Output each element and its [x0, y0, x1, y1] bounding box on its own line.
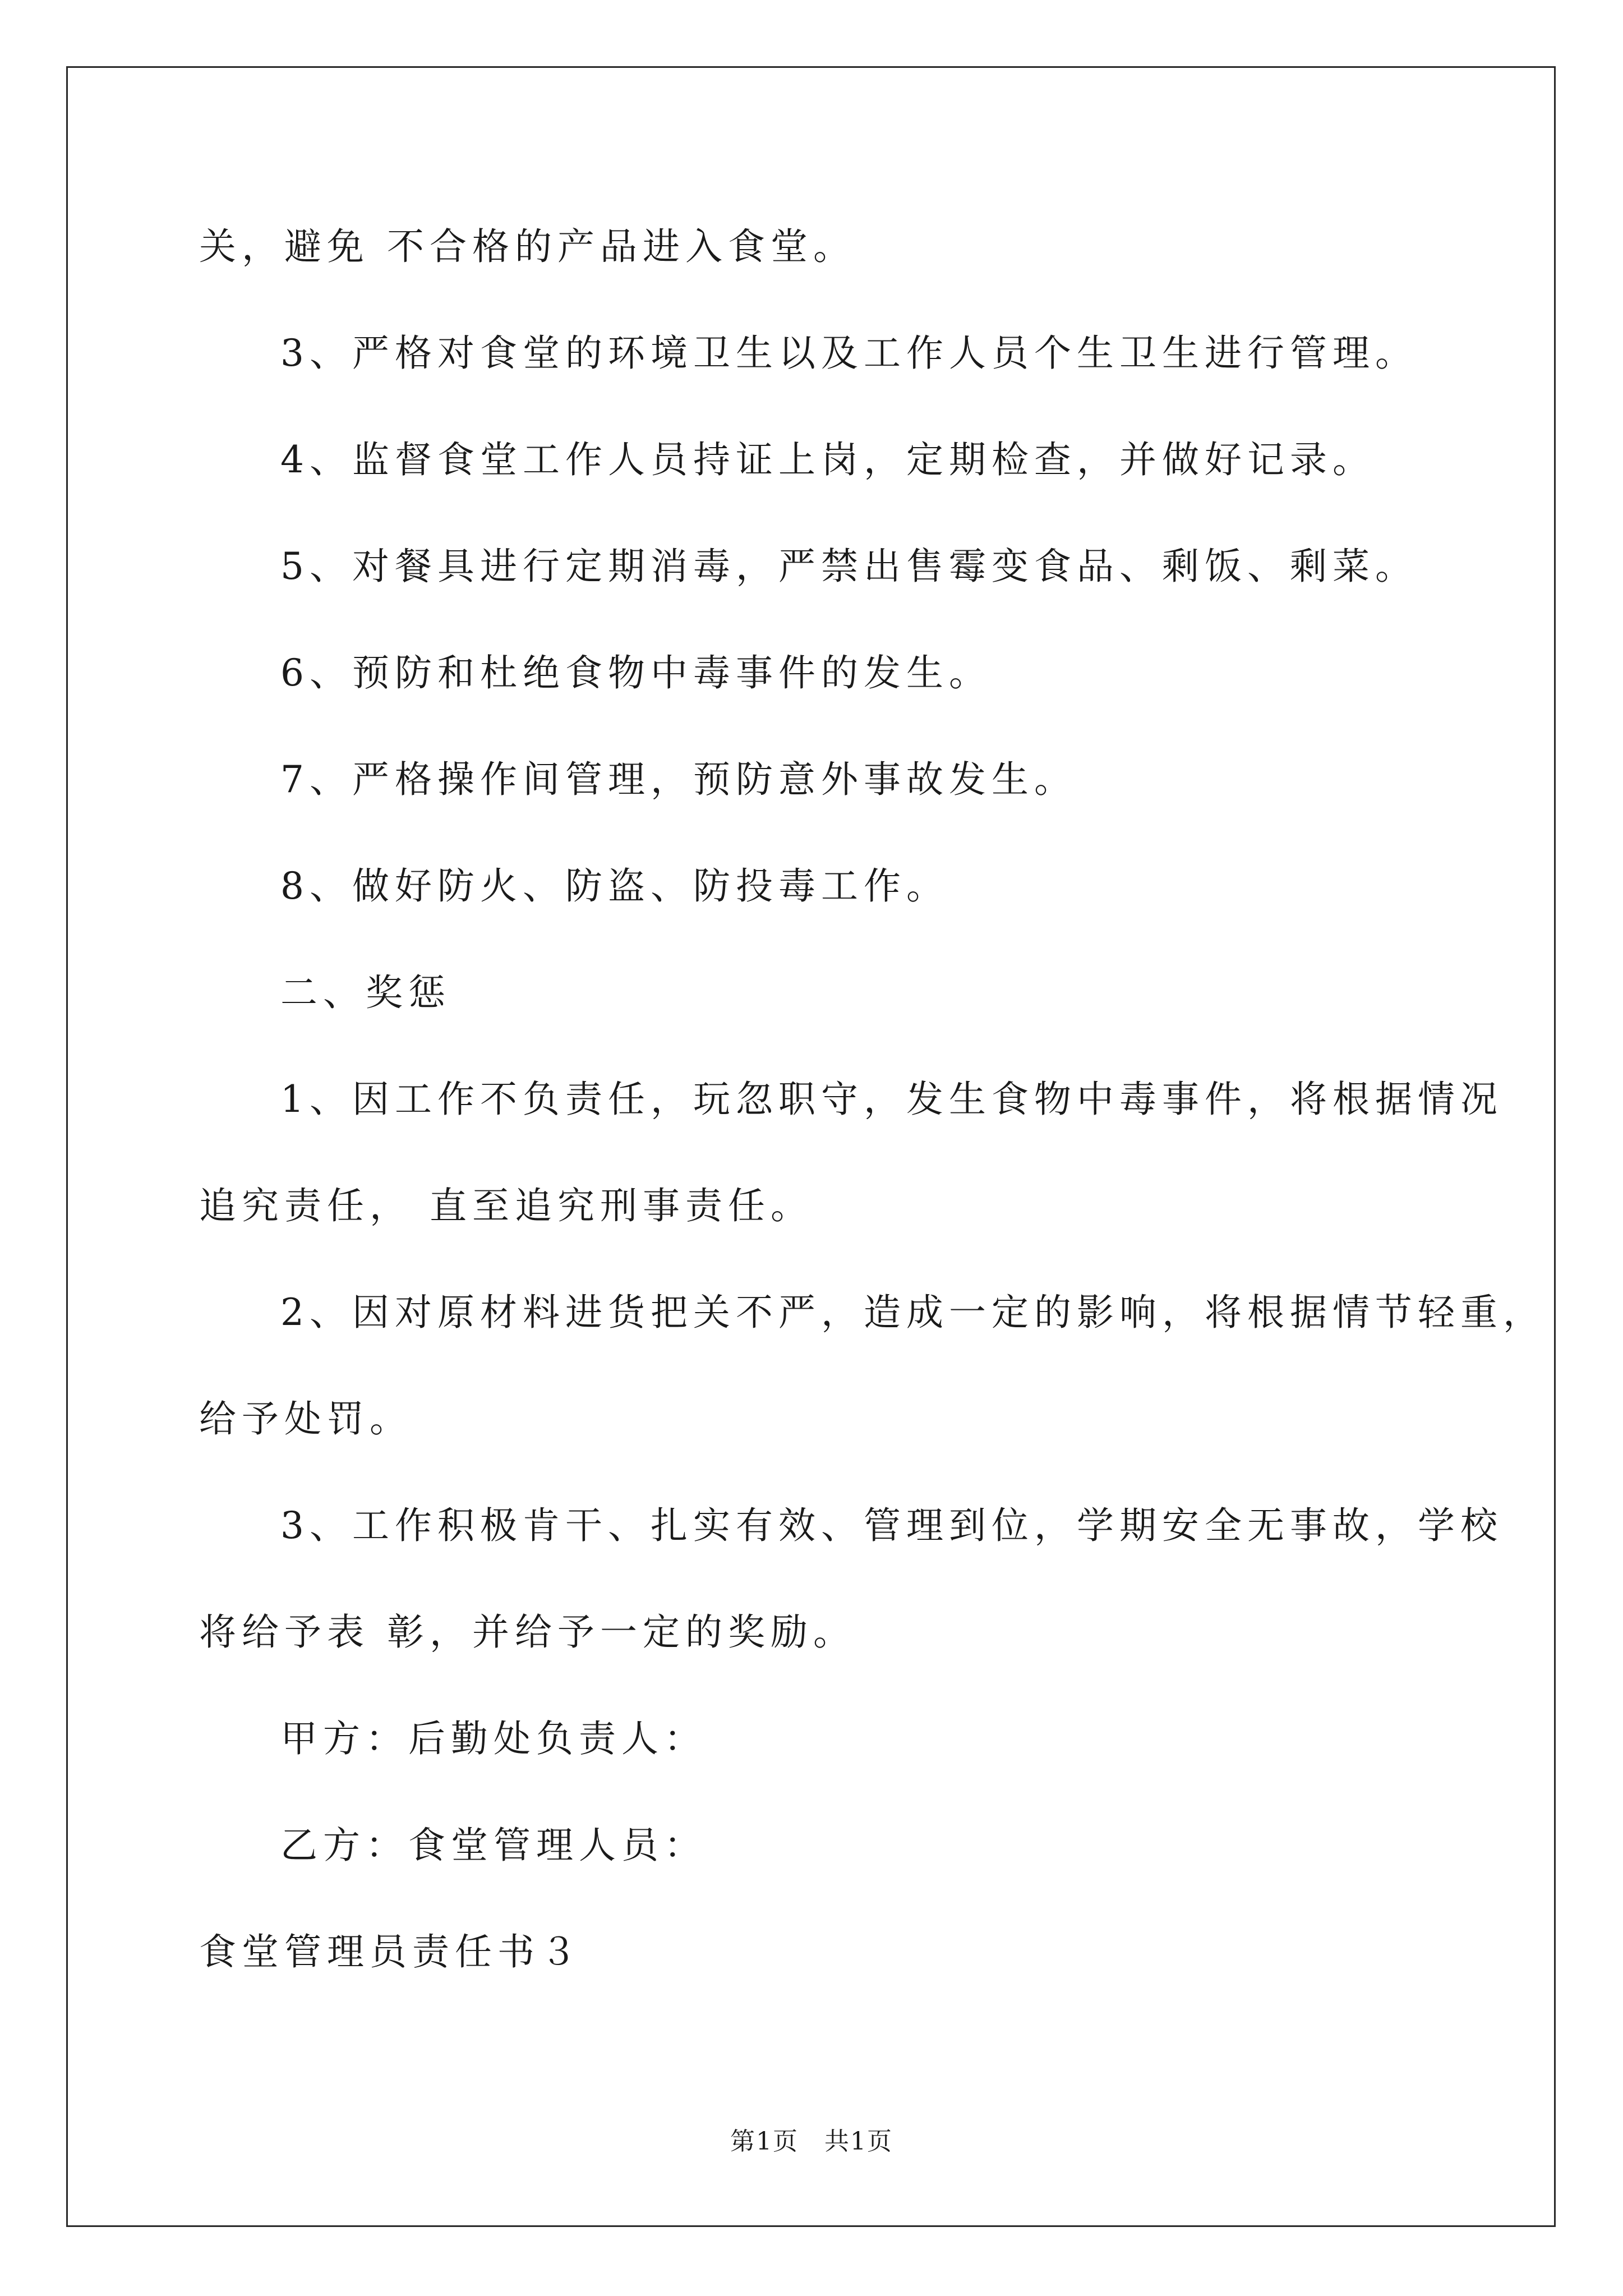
page-footer: 第1页 共1页 — [730, 2127, 893, 2156]
section-heading-rewards: 二、奖惩 — [280, 971, 451, 1014]
party-a-line: 甲方：后勤处负责人： — [280, 1717, 707, 1760]
text-line-9: 1、因工作不负责任，玩忽职守，发生食物中毒事件，将根据情况 — [280, 1078, 1503, 1121]
text-line-13: 3、工作积极肯干、扎实有效、管理到位，学期安全无事故，学校 — [280, 1504, 1503, 1547]
text-line-2: 3、严格对食堂的环境卫生以及工作人员个生卫生进行管理。 — [280, 332, 1418, 375]
text-line-3: 4、监督食堂工作人员持证上岗，定期检查，并做好记录。 — [280, 438, 1375, 481]
text-line-10: 追究责任， 直至追究刑事责任。 — [199, 1184, 813, 1227]
text-line-6: 7、严格操作间管理，预防意外事故发生。 — [280, 758, 1077, 801]
text-line-1: 关，避免 不合格的产品进入食堂。 — [199, 225, 856, 268]
text-line-7: 8、做好防火、防盗、防投毒工作。 — [280, 864, 949, 908]
text-line-11: 2、因对原材料进货把关不严，造成一定的影响，将根据情节轻重， — [280, 1291, 1546, 1334]
text-line-14: 将给予表 彰，并给予一定的奖励。 — [199, 1611, 856, 1654]
page-border — [66, 66, 1556, 2227]
text-line-12: 给予处罚。 — [199, 1397, 412, 1441]
text-line-5: 6、预防和杜绝食物中毒事件的发生。 — [280, 651, 992, 694]
text-line-4: 5、对餐具进行定期消毒，严禁出售霉变食品、剩饭、剩菜。 — [280, 545, 1418, 588]
party-b-line: 乙方：食堂管理人员： — [280, 1824, 707, 1867]
document-subtitle: 食堂管理员责任书３ — [199, 1930, 583, 1973]
